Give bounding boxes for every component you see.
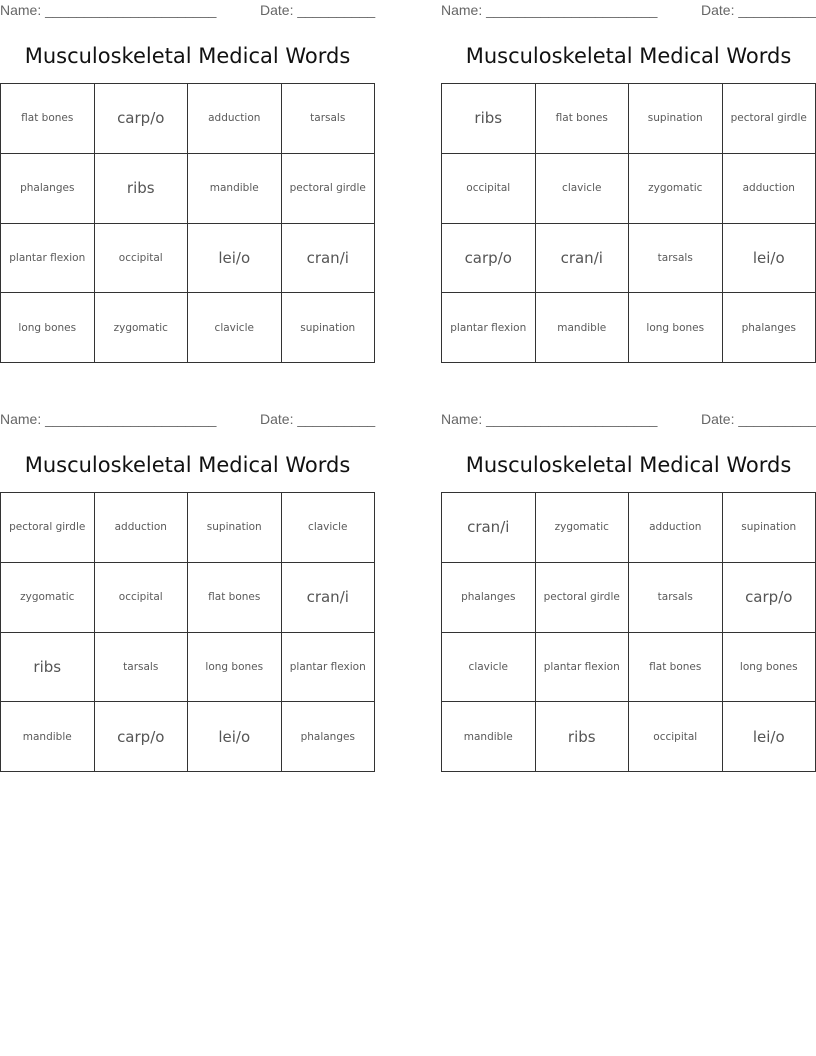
bingo-cell: pectoral girdle: [1, 493, 95, 563]
bingo-cell: plantar flexion: [1, 224, 95, 294]
bingo-cell: clavicle: [536, 154, 630, 224]
name-field-label: Name: ______________________: [0, 411, 217, 427]
bingo-cell: ribs: [442, 84, 536, 154]
bingo-cell: clavicle: [282, 493, 376, 563]
bingo-cell: zygomatic: [629, 154, 723, 224]
bingo-cell: adduction: [188, 84, 282, 154]
bingo-cell: ribs: [536, 702, 630, 772]
name-field-label: Name: ______________________: [441, 411, 658, 427]
card-header: [0, 409, 375, 429]
bingo-cell: adduction: [629, 493, 723, 563]
bingo-cell: pectoral girdle: [536, 563, 630, 633]
bingo-cell: carp/o: [95, 702, 189, 772]
bingo-cell: mandible: [442, 702, 536, 772]
bingo-cell: phalanges: [442, 563, 536, 633]
bingo-card-2: [441, 0, 816, 372]
bingo-cell: adduction: [723, 154, 816, 224]
bingo-cell: plantar flexion: [282, 633, 376, 703]
bingo-cell: adduction: [95, 493, 189, 563]
bingo-cell: long bones: [1, 293, 95, 363]
bingo-cell: tarsals: [282, 84, 376, 154]
bingo-cell: carp/o: [723, 563, 816, 633]
bingo-cell: supination: [282, 293, 376, 363]
bingo-card-1: [0, 0, 375, 372]
bingo-cell: occipital: [95, 224, 189, 294]
bingo-cell: lei/o: [188, 702, 282, 772]
bingo-cell: cran/i: [282, 224, 376, 294]
name-field-label: Name: ______________________: [0, 2, 217, 18]
bingo-cell: phalanges: [282, 702, 376, 772]
bingo-cell: flat bones: [536, 84, 630, 154]
bingo-cell: tarsals: [629, 563, 723, 633]
bingo-cell: zygomatic: [536, 493, 630, 563]
bingo-cell: cran/i: [442, 493, 536, 563]
bingo-cell: cran/i: [282, 563, 376, 633]
bingo-cell: flat bones: [1, 84, 95, 154]
bingo-cell: plantar flexion: [442, 293, 536, 363]
bingo-cell: mandible: [1, 702, 95, 772]
bingo-cell: zygomatic: [1, 563, 95, 633]
bingo-cell: supination: [188, 493, 282, 563]
bingo-cell: carp/o: [95, 84, 189, 154]
bingo-grid: [441, 83, 816, 363]
bingo-card-3: [0, 409, 375, 781]
bingo-cell: ribs: [95, 154, 189, 224]
bingo-cell: mandible: [536, 293, 630, 363]
bingo-cell: long bones: [629, 293, 723, 363]
card-header: [441, 409, 816, 429]
bingo-cell: carp/o: [442, 224, 536, 294]
bingo-cell: mandible: [188, 154, 282, 224]
bingo-cell: occipital: [629, 702, 723, 772]
bingo-cell: pectoral girdle: [282, 154, 376, 224]
date-field-label: Date: __________: [701, 411, 816, 427]
bingo-cell: lei/o: [188, 224, 282, 294]
bingo-cell: pectoral girdle: [723, 84, 816, 154]
date-field-label: Date: __________: [260, 2, 376, 18]
bingo-cell: lei/o: [723, 702, 816, 772]
bingo-cell: cran/i: [536, 224, 630, 294]
card-title: Musculoskeletal Medical Words: [24, 453, 351, 477]
bingo-cell: phalanges: [1, 154, 95, 224]
bingo-cell: lei/o: [723, 224, 816, 294]
bingo-grid: [441, 492, 816, 772]
card-header: [0, 0, 375, 20]
card-title: Musculoskeletal Medical Words: [24, 44, 351, 68]
bingo-cell: flat bones: [188, 563, 282, 633]
bingo-cell: occipital: [95, 563, 189, 633]
card-title: Musculoskeletal Medical Words: [465, 453, 792, 477]
bingo-cell: clavicle: [188, 293, 282, 363]
bingo-cell: supination: [629, 84, 723, 154]
bingo-grid: [0, 492, 375, 772]
bingo-cell: zygomatic: [95, 293, 189, 363]
bingo-cell: tarsals: [629, 224, 723, 294]
bingo-cell: tarsals: [95, 633, 189, 703]
bingo-cell: supination: [723, 493, 816, 563]
bingo-cell: occipital: [442, 154, 536, 224]
bingo-grid: [0, 83, 375, 363]
bingo-cell: clavicle: [442, 633, 536, 703]
name-field-label: Name: ______________________: [441, 2, 658, 18]
date-field-label: Date: __________: [701, 2, 816, 18]
card-header: [441, 0, 816, 20]
bingo-cell: plantar flexion: [536, 633, 630, 703]
bingo-card-4: [441, 409, 816, 781]
bingo-cell: flat bones: [629, 633, 723, 703]
date-field-label: Date: __________: [260, 411, 376, 427]
bingo-cell: long bones: [723, 633, 816, 703]
bingo-cell: long bones: [188, 633, 282, 703]
card-title: Musculoskeletal Medical Words: [465, 44, 792, 68]
bingo-cell: phalanges: [723, 293, 816, 363]
bingo-cell: ribs: [1, 633, 95, 703]
